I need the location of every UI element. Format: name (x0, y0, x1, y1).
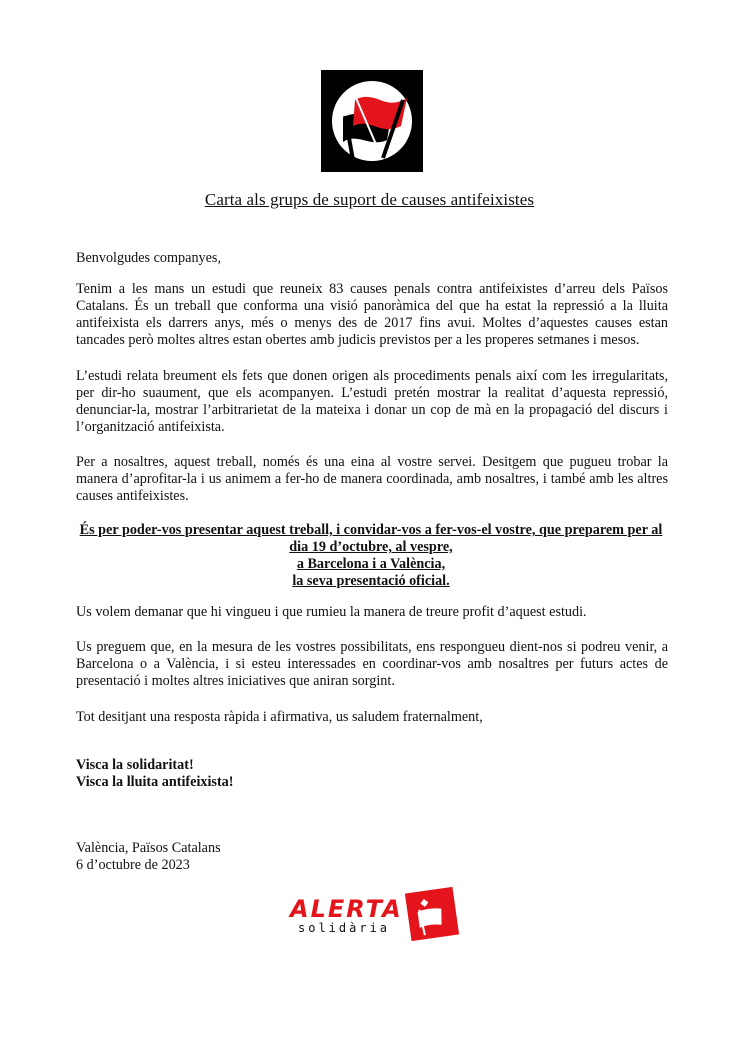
announcement-line-4: la seva presentació oficial. (292, 573, 450, 589)
antifascist-flags-logo (321, 70, 423, 172)
announcement-line-2: dia 19 d’octubre, al vespre, (289, 539, 453, 555)
slogan-1: Visca la solidaritat! (76, 757, 194, 773)
presentation-announcement (60, 522, 682, 590)
alerta-solidaria-logo (284, 886, 460, 944)
greeting: Benvolgudes companyes, (76, 250, 221, 266)
paragraph-5: Us preguem que, en la mesura de les vostres possibilitats, ens respongueu dient-nos si podreu venir, a Barcelona o a València, i si esteu interessades en coordinar-vos amb nosaltres per futurs actes de presentació i moltes altres iniciatives que aniran sorgint. (76, 639, 668, 689)
signature-block (76, 840, 668, 874)
slogan-2: Visca la lluita antifeixista! (76, 774, 234, 790)
announcement-line-1: És per poder-vos presentar aquest treball, i convidar-vos a fer-vos-el vostre, que preparem per al (79, 522, 663, 538)
antifascist-flags-icon (321, 70, 423, 172)
alerta-solidaria-icon (284, 886, 460, 944)
slogans (76, 757, 668, 791)
logo-word-alerta: ALERTA (290, 895, 403, 923)
paragraph-4: Us volem demanar que hi vingueu i que rumieu la manera de treure profit d’aquest estudi. (76, 604, 587, 620)
paragraph-2: L’estudi relata breument els fets que donen origen als procediments penals així com les irregularitats, per dir-ho suaument, que els acompanyen. L’estudi pretén mostrar la realitat d’aquesta repressió, denunciar-la, mostrar l’arbitrarietat de la mateixa i donar un cop de mà en la propagació del discurs i l’organització antifeixista. (76, 368, 668, 435)
paragraph-6: Tot desitjant una resposta ràpida i afirmativa, us saludem fraternalment, (76, 709, 483, 725)
paragraph-1: Tenim a les mans un estudi que reuneix 83 causes penals contra antifeixistes d’arreu dels Països Catalans. És un treball que conforma una visió panoràmica del que ha estat la repressió a la lluita antifeixista els darrers anys, més o menys des de 2017 fins avui. Moltes d’aquestes causes estan tancades però moltes altres estan obertes amb judicis previstos per a les properes setmanes i mesos. (76, 281, 668, 348)
letter-title: Carta als grups de suport de causes antifeixistes (204, 190, 535, 209)
date: 6 d’octubre de 2023 (76, 857, 190, 873)
announcement-line-3: a Barcelona i a València, (296, 556, 446, 572)
place: València, Països Catalans (76, 840, 221, 856)
logo-word-solidaria: solidària (298, 921, 391, 935)
paragraph-3: Per a nosaltres, aquest treball, només és una eina al vostre servei. Desitgem que pugueu trobar la manera d’aprofitar-la i us animem a fer-ho de manera coordinada, amb nosaltres, i també amb les altres causes antifeixistes. (76, 454, 668, 504)
